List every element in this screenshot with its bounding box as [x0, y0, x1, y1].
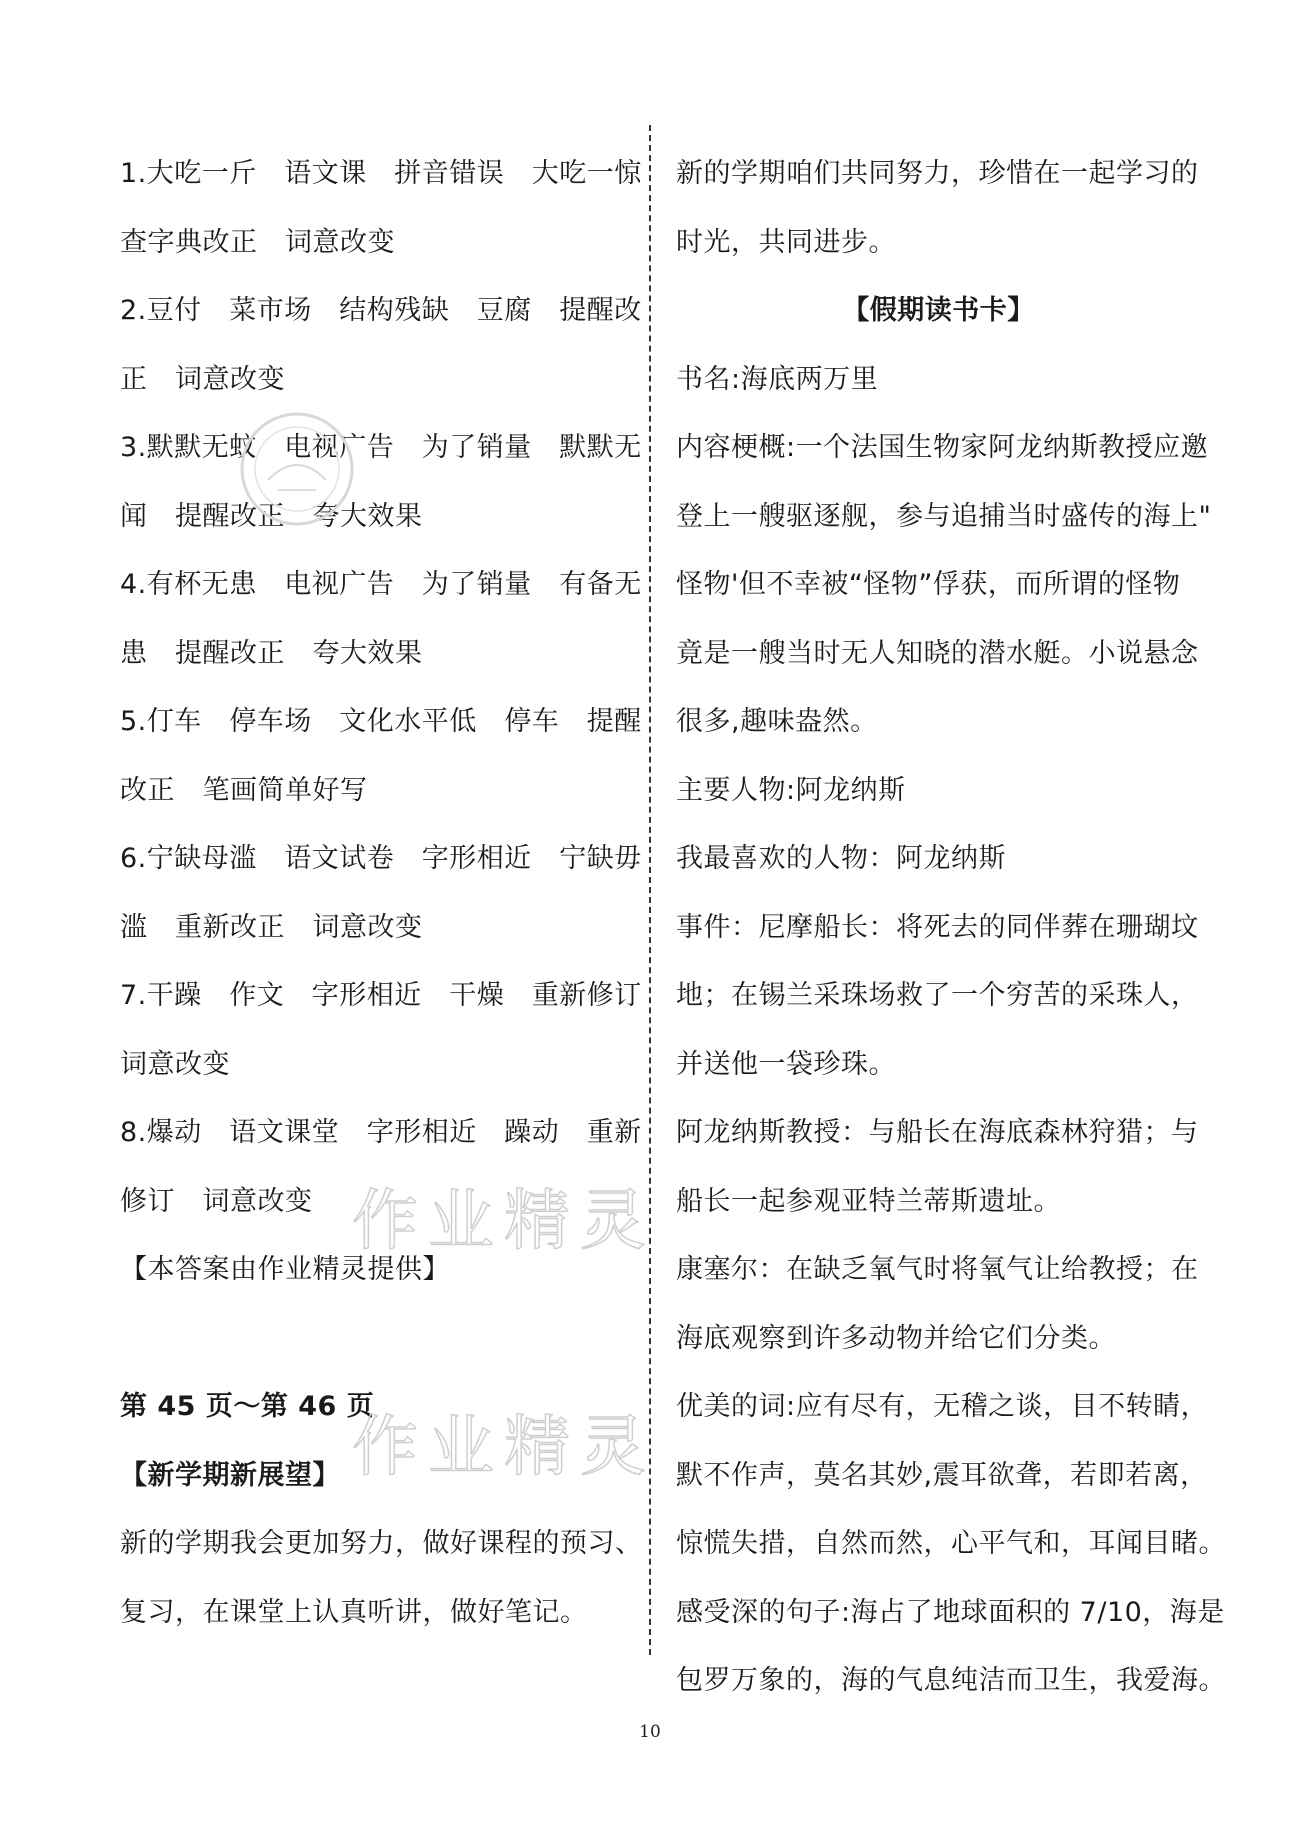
answer-line: 2.豆付 菜市场 结构残缺 豆腐 提醒改	[120, 295, 642, 326]
card-line: 很多,趣味盎然。	[676, 706, 878, 737]
card-line: 感受深的句子:海占了地球面积的 7/10，海是	[676, 1596, 1225, 1628]
card-line: 怪物'但不幸被“怪物”俘获，而所谓的怪物	[676, 569, 1181, 600]
subsection-heading: 【新学期新展望】	[120, 1459, 340, 1491]
answer-line: 4.有杯无患 电视广告 为了销量 有备无	[120, 569, 642, 600]
answer-line: 词意改变	[120, 1048, 230, 1080]
card-line: 包罗万象的，海的气息纯洁而卫生，我爱海。	[676, 1665, 1226, 1696]
card-line: 船长一起参观亚特兰蒂斯遗址。	[676, 1185, 1061, 1217]
watermark-text: 作业精灵	[352, 1182, 656, 1259]
card-line: 主要人物:阿龙纳斯	[676, 774, 906, 806]
column-divider	[649, 125, 651, 1655]
card-line: 内容梗概:一个法国生物家阿龙纳斯教授应邀	[676, 432, 1209, 463]
answer-line: 闻 提醒改正 夸大效果	[120, 500, 423, 532]
card-line: 我最喜欢的人物：阿龙纳斯	[676, 843, 1006, 874]
card-line: 地；在锡兰采珠场救了一个穷苦的采珠人，	[676, 980, 1199, 1011]
card-line: 竟是一艘当时无人知晓的潜水艇。小说悬念	[676, 637, 1199, 669]
outlook-line: 复习，在课堂上认真听讲，做好笔记。	[120, 1596, 588, 1628]
answer-line: 8.爆动 语文课堂 字形相近 躁动 重新	[120, 1117, 642, 1148]
card-line: 阿龙纳斯教授：与船长在海底森林狩猎；与	[676, 1117, 1199, 1148]
outlook-line: 新的学期我会更加努力，做好课程的预习、	[120, 1528, 643, 1559]
intro-line: 新的学期咱们共同努力，珍惜在一起学习的	[676, 158, 1199, 189]
card-line: 康塞尔：在缺乏氧气时将氧气让给教授；在	[676, 1254, 1199, 1285]
answer-line: 7.干躁 作文 字形相近 干燥 重新修订	[120, 980, 642, 1011]
blank-spacer	[120, 1305, 625, 1374]
section-heading: 第 45 页～第 46 页	[120, 1391, 375, 1422]
answer-line: 滥 重新改正 词意改变	[120, 911, 423, 943]
answer-line: 6.宁缺母滥 语文试卷 字形相近 宁缺毋	[120, 843, 642, 874]
page-number: 10	[639, 1722, 661, 1742]
intro-line: 时光，共同进步。	[676, 226, 896, 258]
answer-line: 3.默默无蚊 电视广告 为了销量 默默无	[120, 432, 642, 463]
answer-line: 正 词意改变	[120, 363, 285, 395]
answer-line: 1.大吃一斤 语文课 拼音错误 大吃一惊	[120, 158, 642, 189]
card-line: 登上一艘驱逐舰，参与追捕当时盛传的海上"	[676, 500, 1212, 532]
right-column	[676, 140, 1226, 1716]
reading-card-heading: 【假期读书卡】	[842, 295, 1035, 326]
left-column	[120, 140, 643, 1647]
watermark-text: 作业精灵	[352, 1408, 656, 1485]
answer-line: 修订 词意改变	[120, 1185, 313, 1217]
card-line: 书名:海底两万里	[676, 363, 879, 395]
answer-credit: 【本答案由作业精灵提供】	[120, 1254, 450, 1285]
answer-line: 改正 笔画简单好写	[120, 774, 368, 806]
answer-line: 5.仃车 停车场 文化水平低 停车 提醒	[120, 706, 642, 737]
card-line: 并送他一袋珍珠。	[676, 1048, 896, 1080]
card-line: 海底观察到许多动物并给它们分类。	[676, 1322, 1116, 1354]
card-line: 默不作声，莫名其妙,震耳欲聋，若即若离，	[676, 1459, 1208, 1491]
card-line: 事件：尼摩船长：将死去的同伴葬在珊瑚坟	[676, 911, 1199, 943]
card-line: 惊慌失措，自然而然，心平气和，耳闻目睹。	[676, 1528, 1226, 1559]
card-line: 优美的词:应有尽有，无稽之谈，目不转睛，	[676, 1391, 1209, 1422]
answer-line: 查字典改正 词意改变	[120, 226, 395, 258]
answer-line: 患 提醒改正 夸大效果	[120, 637, 423, 669]
